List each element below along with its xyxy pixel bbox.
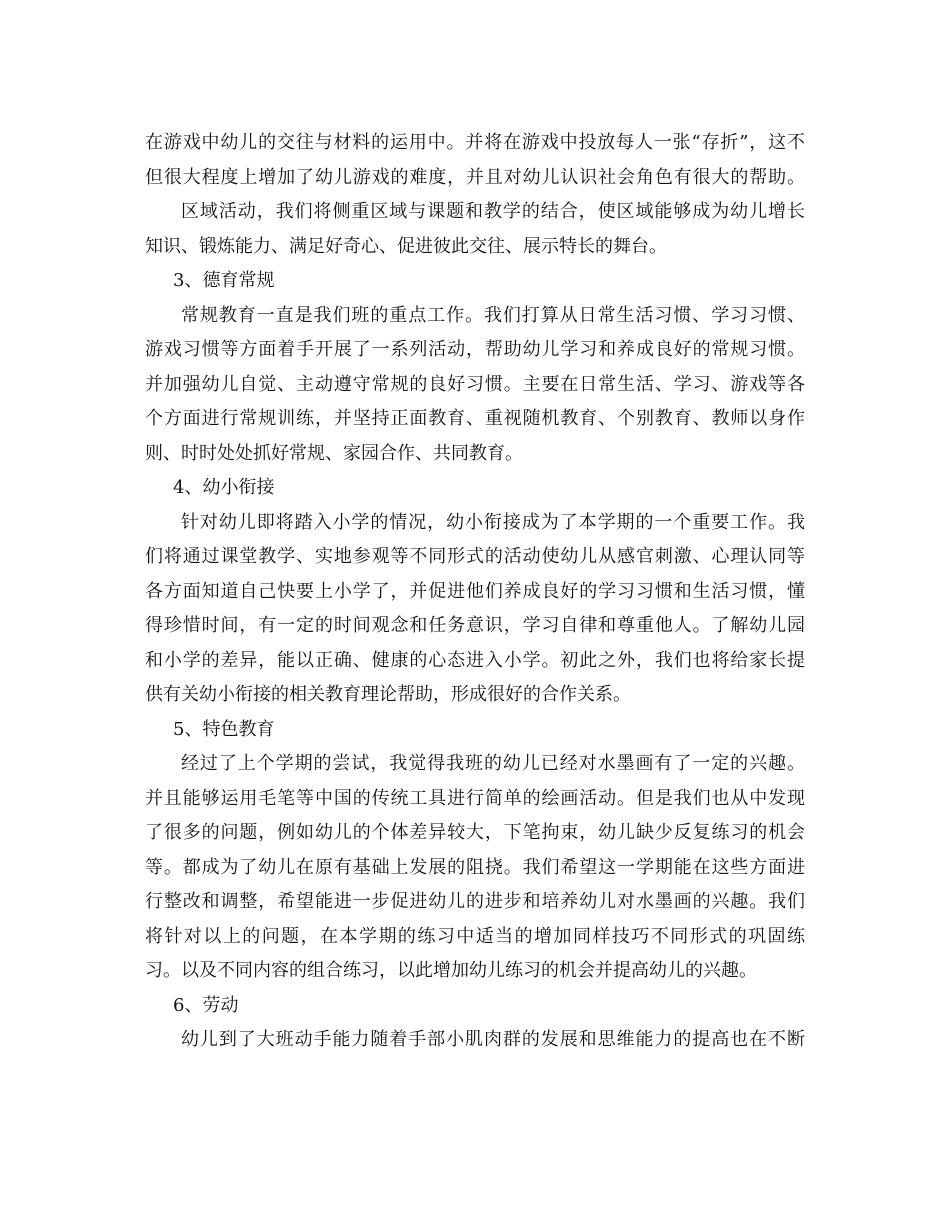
document-body	[145, 126, 805, 1058]
paragraph-line: 则、时时处处抓好常规、家园合作、共同教育。	[145, 442, 523, 464]
paragraph-line: 各方面知道自己快要上小学了，并促进他们养成良好的学习习惯和生活习惯，懂	[145, 580, 805, 602]
section-heading: 6、劳动	[173, 994, 239, 1016]
paragraph-line: 并且能够运用毛笔等中国的传统工具进行简单的绘画活动。但是我们也从中发现	[145, 787, 805, 809]
section-heading: 3、德育常规	[173, 270, 275, 291]
paragraph-line: 习。以及不同内容的组合练习，以此增加幼儿练习的机会并提高幼儿的兴趣。	[145, 960, 757, 981]
paragraph-line: 并加强幼儿自觉、主动遵守常规的良好习惯。主要在日常生活、学习、游戏等各	[145, 373, 805, 395]
paragraph-line: 了很多的问题，例如幼儿的个体差异较大，下笔拘束，幼儿缺少反复练习的机会	[145, 822, 805, 843]
paragraph-line: 行整改和调整，希望能进一步促进幼儿的进步和培养幼儿对水墨画的兴趣。我们	[145, 891, 805, 912]
paragraph-line: 个方面进行常规训练，并坚持正面教育、重视随机教育、个别教育、教师以身作	[145, 408, 805, 429]
paragraph-line: 等。都成为了幼儿在原有基础上发展的阻挠。我们希望这一学期能在这些方面进	[145, 856, 805, 878]
section-heading: 4、幼小衔接	[173, 477, 275, 498]
paragraph-line: 针对幼儿即将踏入小学的情况，幼小衔接成为了本学期的一个重要工作。我	[181, 511, 805, 533]
paragraph-line: 区域活动，我们将侧重区域与课题和教学的结合，使区域能够成为幼儿增长	[181, 201, 805, 222]
paragraph-line: 们将通过课堂教学、实地参观等不同形式的活动使幼儿从感官刺激、心理认同等	[145, 546, 805, 567]
paragraph-line: 常规教育一直是我们班的重点工作。我们打算从日常生活习惯、学习习惯、	[181, 304, 805, 326]
paragraph-line: 经过了上个学期的尝试，我觉得我班的幼儿已经对水墨画有了一定的兴趣。	[181, 753, 805, 774]
paragraph-line: 得珍惜时间，有一定的时间观念和任务意识，学习自律和尊重他人。了解幼儿园	[145, 615, 805, 636]
paragraph-line: 幼儿到了大班动手能力随着手部小肌肉群的发展和思维能力的提高也在不断	[181, 1029, 805, 1050]
paragraph-line: 知识、锻炼能力、满足好奇心、促进彼此交往、展示特长的舞台。	[145, 235, 667, 257]
paragraph-line: 将针对以上的问题，在本学期的练习中适当的增加同样技巧不同形式的巩固练	[145, 925, 805, 947]
paragraph-line: 在游戏中幼儿的交往与材料的运用中。并将在游戏中投放每人一张“存折”，这不	[145, 132, 805, 153]
section-heading: 5、特色教育	[173, 718, 275, 740]
paragraph-line: 但很大程度上增加了幼儿游戏的难度，并且对幼儿认识社会角色有很大的帮助。	[145, 166, 805, 188]
paragraph-line: 游戏习惯等方面着手开展了一系列活动，帮助幼儿学习和养成良好的常规习惯。	[145, 339, 805, 360]
paragraph-line: 和小学的差异，能以正确、健康的心态进入小学。初此之外，我们也将给家长提	[145, 649, 805, 671]
paragraph-line: 供有关幼小衔接的相关教育理论帮助，形成很好的合作关系。	[145, 684, 631, 705]
